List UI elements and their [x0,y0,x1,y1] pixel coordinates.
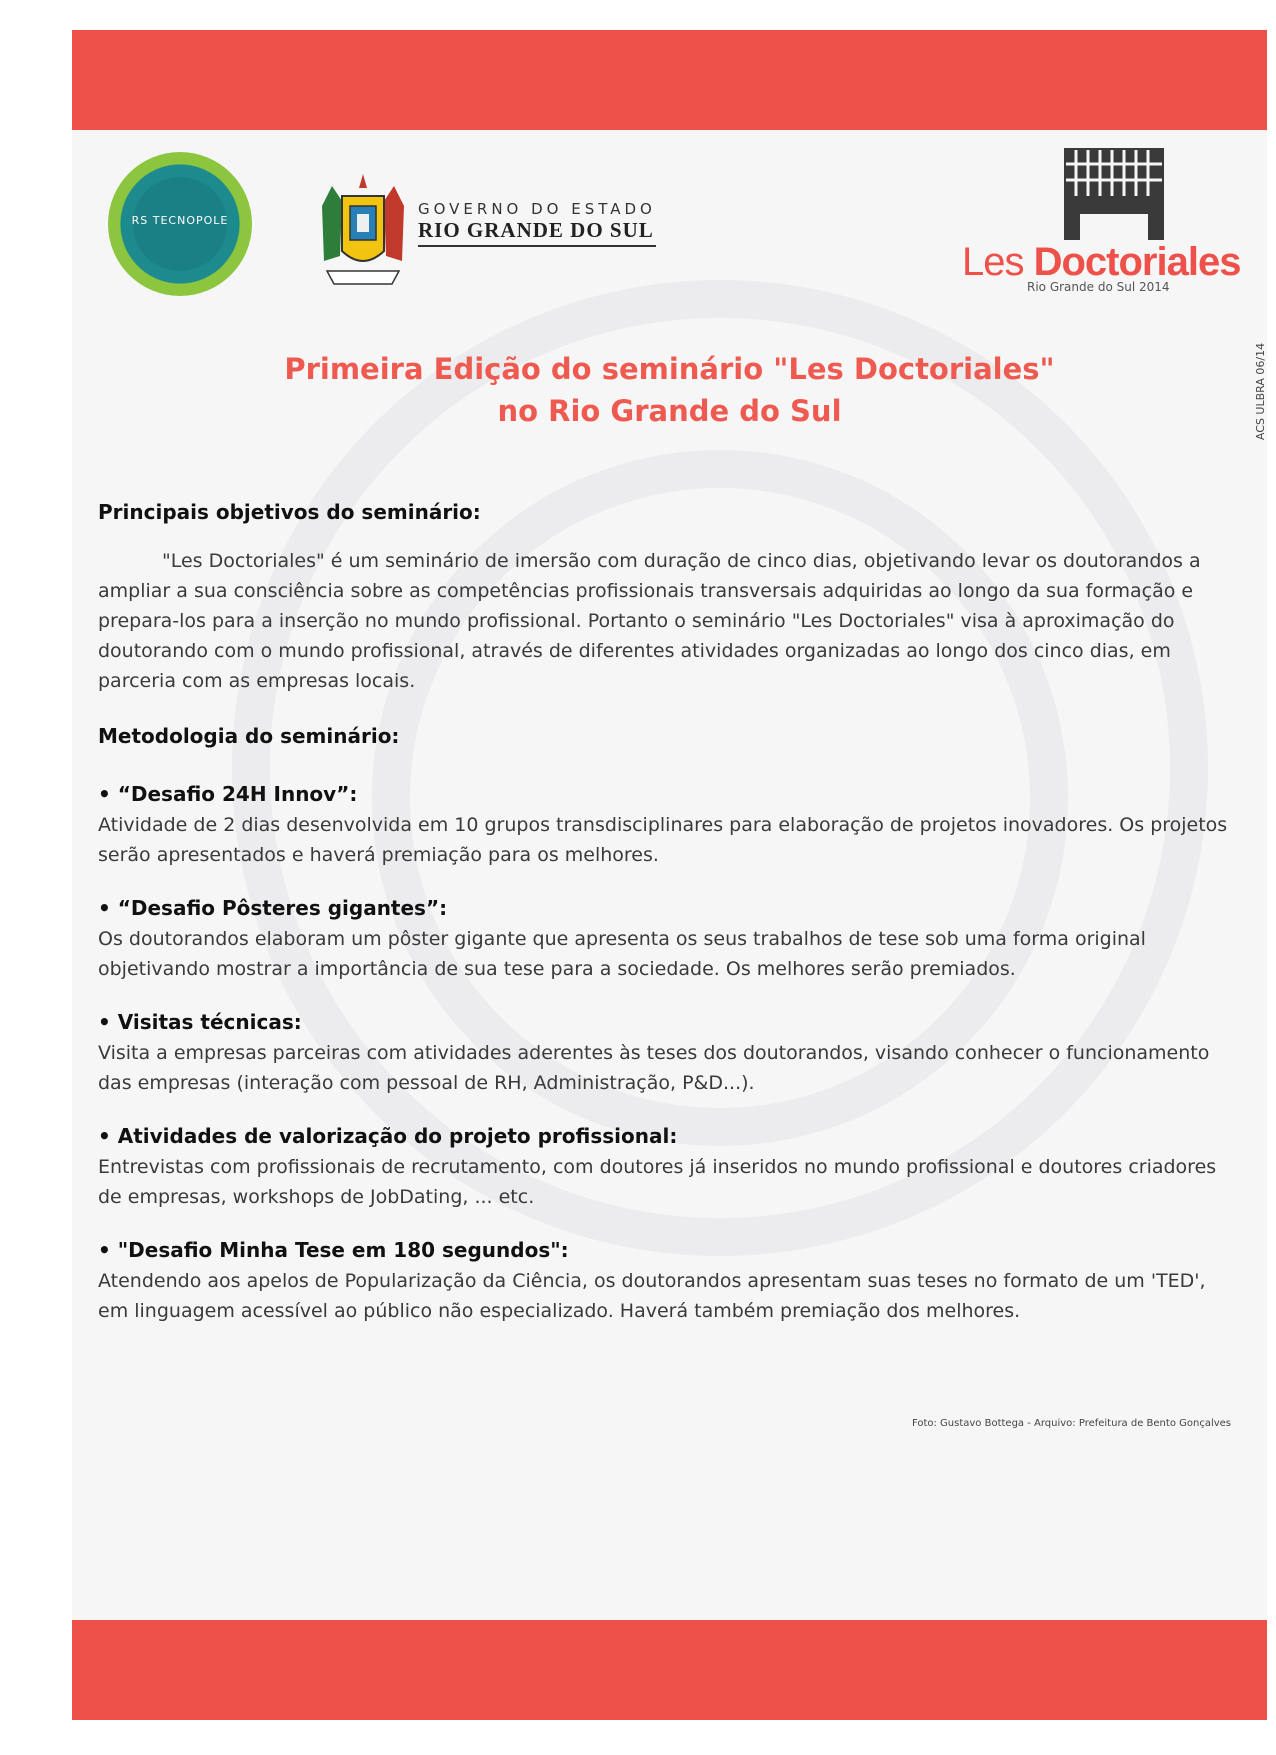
page-title [72,348,1267,432]
photo-credit: Foto: Gustavo Bottega - Arquivo: Prefeitura de Bento Gonçalves [911,1418,1231,1429]
item-description: Atividade de 2 dias desenvolvida em 10 grupos transdisciplinares para elaboração de projetos inovadores. Os projetos serão apresentados e haverá premiação para os melhores. [98,814,1228,866]
les-doctoriales-logo: Les Doctoriales [962,240,1241,284]
list-item [98,1124,1233,1212]
item-title: • “Desafio Pôsteres gigantes”: [98,896,448,920]
side-code: ACS ULBRA 06/14 [1254,342,1267,441]
list-item [98,896,1233,984]
les-doctoriales-subtitle: Rio Grande do Sul 2014 [1027,280,1170,294]
objectives-text: "Les Doctoriales" é um seminário de imersão com duração de cinco dias, objetivando levar os doutorandos a ampliar a sua consciência sobre as competências profissionais transversais adquiridas ao longo da sua formação e prepara-los para a inserção no mundo profissional. Portanto o seminário "Les Doctoriales" visa à aproximação do doutorando com o mundo profissional, através de diferentes atividades organizadas ao longo dos cinco dias, em parceria com as empresas locais. [98,550,1201,692]
list-item [98,782,1233,870]
item-description: Atendendo aos apelos de Popularização da Ciência, os doutorandos apresentam suas teses no formato de um 'TED', em linguagem acessível ao público não especializado. Haverá também premiação dos melhores. [98,1270,1206,1322]
top-red-band [72,30,1267,130]
item-title: • “Desafio 24H Innov”: [98,782,358,806]
tower-icon [1054,140,1174,240]
main-content [98,500,1233,1326]
item-title: • "Desafio Minha Tese em 180 segundos": [98,1238,569,1262]
item-description: Visita a empresas parceiras com atividades aderentes às teses dos doutorandos, visando conhecer o funcionamento das empresas (interação com pessoal de RH, Administração, P&D...). [98,1042,1210,1094]
tecnopole-logo [108,152,252,296]
flyer-page [72,30,1267,1720]
item-title: • Atividades de valorização do projeto profissional: [98,1124,678,1148]
item-description: Os doutorandos elaboram um pôster gigante que apresenta os seus trabalhos de tese sob uma forma original objetivando mostrar a importância de sua tese para a sociedade. Os melhores serão premiados. [98,928,1146,980]
gov-logo-top: GOVERNO DO ESTADO [418,200,656,218]
tecnopole-logo-text: RS TECNOPOLE [131,214,229,227]
bottom-red-band [72,1620,1267,1720]
item-description: Entrevistas com profissionais de recrutamento, com doutores já inseridos no mundo profissional e doutores criadores de empresas, workshops de JobDating, ... etc. [98,1156,1217,1208]
item-title: • Visitas técnicas: [98,1010,302,1034]
gov-logo-main: RIO GRANDE DO SUL [418,218,656,247]
methodology-heading: Metodologia do seminário: [98,724,400,748]
list-item [98,1010,1233,1098]
title-line-2: no Rio Grande do Sul [497,394,842,428]
list-item [98,1238,1233,1326]
title-line-1: Primeira Edição do seminário "Les Doctoriales" [284,352,1055,386]
objectives-heading: Principais objetivos do seminário: [98,500,481,524]
government-logo [418,200,656,247]
coat-of-arms-icon [312,166,414,294]
